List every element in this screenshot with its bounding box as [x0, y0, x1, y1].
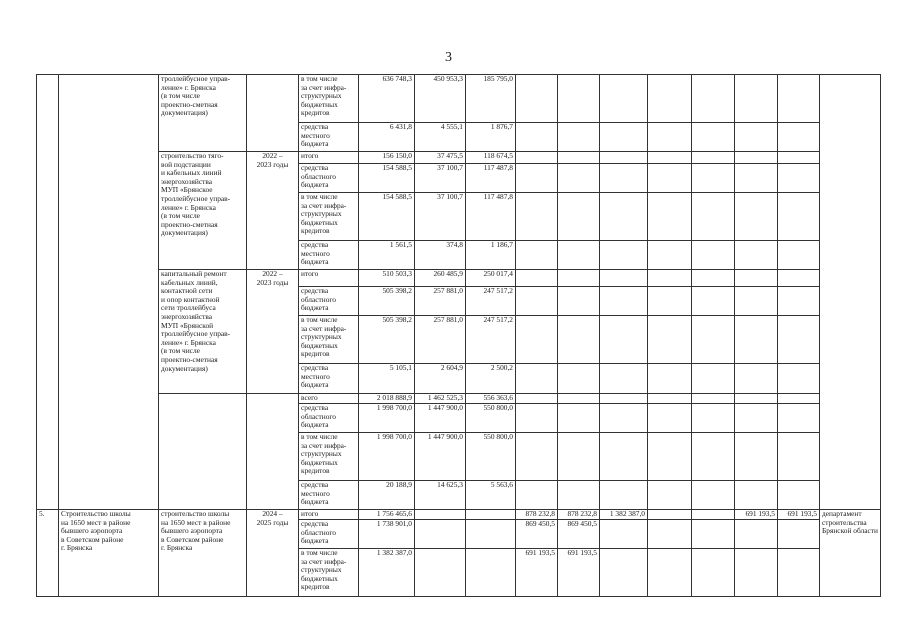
- total-cell: 1 738 901,0: [359, 520, 415, 549]
- value-cell: 117 487,8: [466, 193, 516, 241]
- value-cell: 556 363,6: [466, 394, 516, 404]
- value-cell: 257 881,0: [415, 316, 466, 364]
- source-cell: итого: [299, 510, 359, 520]
- period-cell: [247, 394, 299, 510]
- source-cell: в том числе за счет инфра- структурных бюджетных кредитов: [299, 433, 359, 481]
- value-cell: 257 881,0: [415, 287, 466, 316]
- table-row: [37, 75, 881, 123]
- value-cell: 550 800,0: [466, 433, 516, 481]
- total-cell: 20 188,9: [359, 481, 415, 510]
- object-cell: троллейбусное управ- ление» г. Брянска (в том числе проектно-сметная документация): [159, 75, 247, 152]
- period-cell: 2022 – 2023 годы: [247, 152, 299, 270]
- value-cell: 550 800,0: [466, 404, 516, 433]
- source-cell: в том числе за счет инфра- структурных бюджетных кредитов: [299, 316, 359, 364]
- total-cell: 505 398,2: [359, 316, 415, 364]
- source-cell: в том числе за счет инфра- структурных бюджетных кредитов: [299, 549, 359, 597]
- value-cell: 878 232,8: [516, 510, 558, 520]
- value-cell: 5 563,6: [466, 481, 516, 510]
- value-cell: 1 382 387,0: [600, 510, 648, 520]
- row-number-cell: [37, 75, 59, 510]
- value-cell: 118 674,5: [466, 152, 516, 164]
- source-cell: в том числе за счет инфра- структурных бюджетных кредитов: [299, 193, 359, 241]
- value-cell: 1 876,7: [466, 123, 516, 152]
- total-cell: 510 503,3: [359, 270, 415, 287]
- total-cell: 154 588,5: [359, 164, 415, 193]
- period-cell: 2022 – 2023 годы: [247, 270, 299, 394]
- value-cell: 14 625,3: [415, 481, 466, 510]
- value-cell: 1 447 900,0: [415, 404, 466, 433]
- table-row: [37, 394, 881, 404]
- value-cell: 1 447 900,0: [415, 433, 466, 481]
- value-cell: 37 100,7: [415, 164, 466, 193]
- period-cell: [247, 75, 299, 152]
- value-cell: 691 193,5: [778, 510, 820, 520]
- value-cell: 247 517,2: [466, 316, 516, 364]
- source-cell: средства областного бюджета: [299, 404, 359, 433]
- period-cell: 2024 – 2025 годы: [247, 510, 299, 597]
- value-cell: 2 604,9: [415, 364, 466, 394]
- value-cell: 869 450,5: [516, 520, 558, 549]
- source-cell: в том числе за счет инфра- структурных бюджетных кредитов: [299, 75, 359, 123]
- total-cell: 2 018 888,9: [359, 394, 415, 404]
- value-cell: 1 462 525,3: [415, 394, 466, 404]
- source-cell: итого: [299, 152, 359, 164]
- table-row: [37, 270, 881, 287]
- value-cell: 1 186,7: [466, 241, 516, 270]
- object-cell: капитальный ремонт кабельных линий, контактной сети и опор контактной сети троллейбуса энергохозяйства МУП «Брянской троллейбусное управ- ление» г. Брянска (в том числе проектно-сметная документация): [159, 270, 247, 394]
- total-cell: 1 382 387,0: [359, 549, 415, 597]
- value-cell: 117 487,8: [466, 164, 516, 193]
- responsible-cell: [820, 75, 881, 510]
- total-cell: 1 756 465,6: [359, 510, 415, 520]
- value-cell: 250 017,4: [466, 270, 516, 287]
- measure-name-cell: [59, 75, 159, 510]
- value-cell: 247 517,2: [466, 287, 516, 316]
- measure-name-cell: Строительство школы на 1650 мест в районе бывшего аэропорта в Советском районе г. Брянска: [59, 510, 159, 597]
- source-cell: средства областного бюджета: [299, 520, 359, 549]
- financing-table: [36, 74, 881, 597]
- total-cell: 1 998 700,0: [359, 433, 415, 481]
- table-row: [37, 510, 881, 520]
- value-cell: 185 795,0: [466, 75, 516, 123]
- source-cell: всего: [299, 394, 359, 404]
- value-cell: 374,8: [415, 241, 466, 270]
- source-cell: средства местного бюджета: [299, 481, 359, 510]
- value-cell: 37 475,5: [415, 152, 466, 164]
- value-cell: 691 193,5: [558, 549, 600, 597]
- source-cell: средства местного бюджета: [299, 123, 359, 152]
- object-cell: строительство тяго- вой подстанции и кабельных линий энергохозяйства МУП «Брянское троллейбусное управ- ление» г. Брянска (в том числе проектно-сметная документация): [159, 152, 247, 270]
- value-cell: 450 953,3: [415, 75, 466, 123]
- value-cell: 2 500,2: [466, 364, 516, 394]
- total-cell: 6 431,8: [359, 123, 415, 152]
- total-cell: 156 150,0: [359, 152, 415, 164]
- object-cell: строительство школы на 1650 мест в районе бывшего аэропорта в Советском районе г. Брянска: [159, 510, 247, 597]
- total-cell: 1 998 700,0: [359, 404, 415, 433]
- row-number-cell: 5.: [37, 510, 59, 597]
- total-cell: 505 398,2: [359, 287, 415, 316]
- source-cell: средства местного бюджета: [299, 364, 359, 394]
- value-cell: 878 232,8: [558, 510, 600, 520]
- total-cell: 154 588,5: [359, 193, 415, 241]
- value-cell: 691 193,5: [735, 510, 778, 520]
- total-cell: 1 561,5: [359, 241, 415, 270]
- source-cell: итого: [299, 270, 359, 287]
- source-cell: средства областного бюджета: [299, 287, 359, 316]
- total-cell: 5 105,1: [359, 364, 415, 394]
- object-cell: [159, 394, 247, 510]
- value-cell: 869 450,5: [558, 520, 600, 549]
- table-row: [37, 152, 881, 164]
- value-cell: 37 100,7: [415, 193, 466, 241]
- page-number: 3: [445, 50, 452, 65]
- value-cell: 260 485,9: [415, 270, 466, 287]
- total-cell: 636 748,3: [359, 75, 415, 123]
- source-cell: средства областного бюджета: [299, 164, 359, 193]
- value-cell: 691 193,5: [516, 549, 558, 597]
- responsible-cell: департамент строительства Брянской области: [820, 510, 881, 597]
- value-cell: 4 555,1: [415, 123, 466, 152]
- source-cell: средства местного бюджета: [299, 241, 359, 270]
